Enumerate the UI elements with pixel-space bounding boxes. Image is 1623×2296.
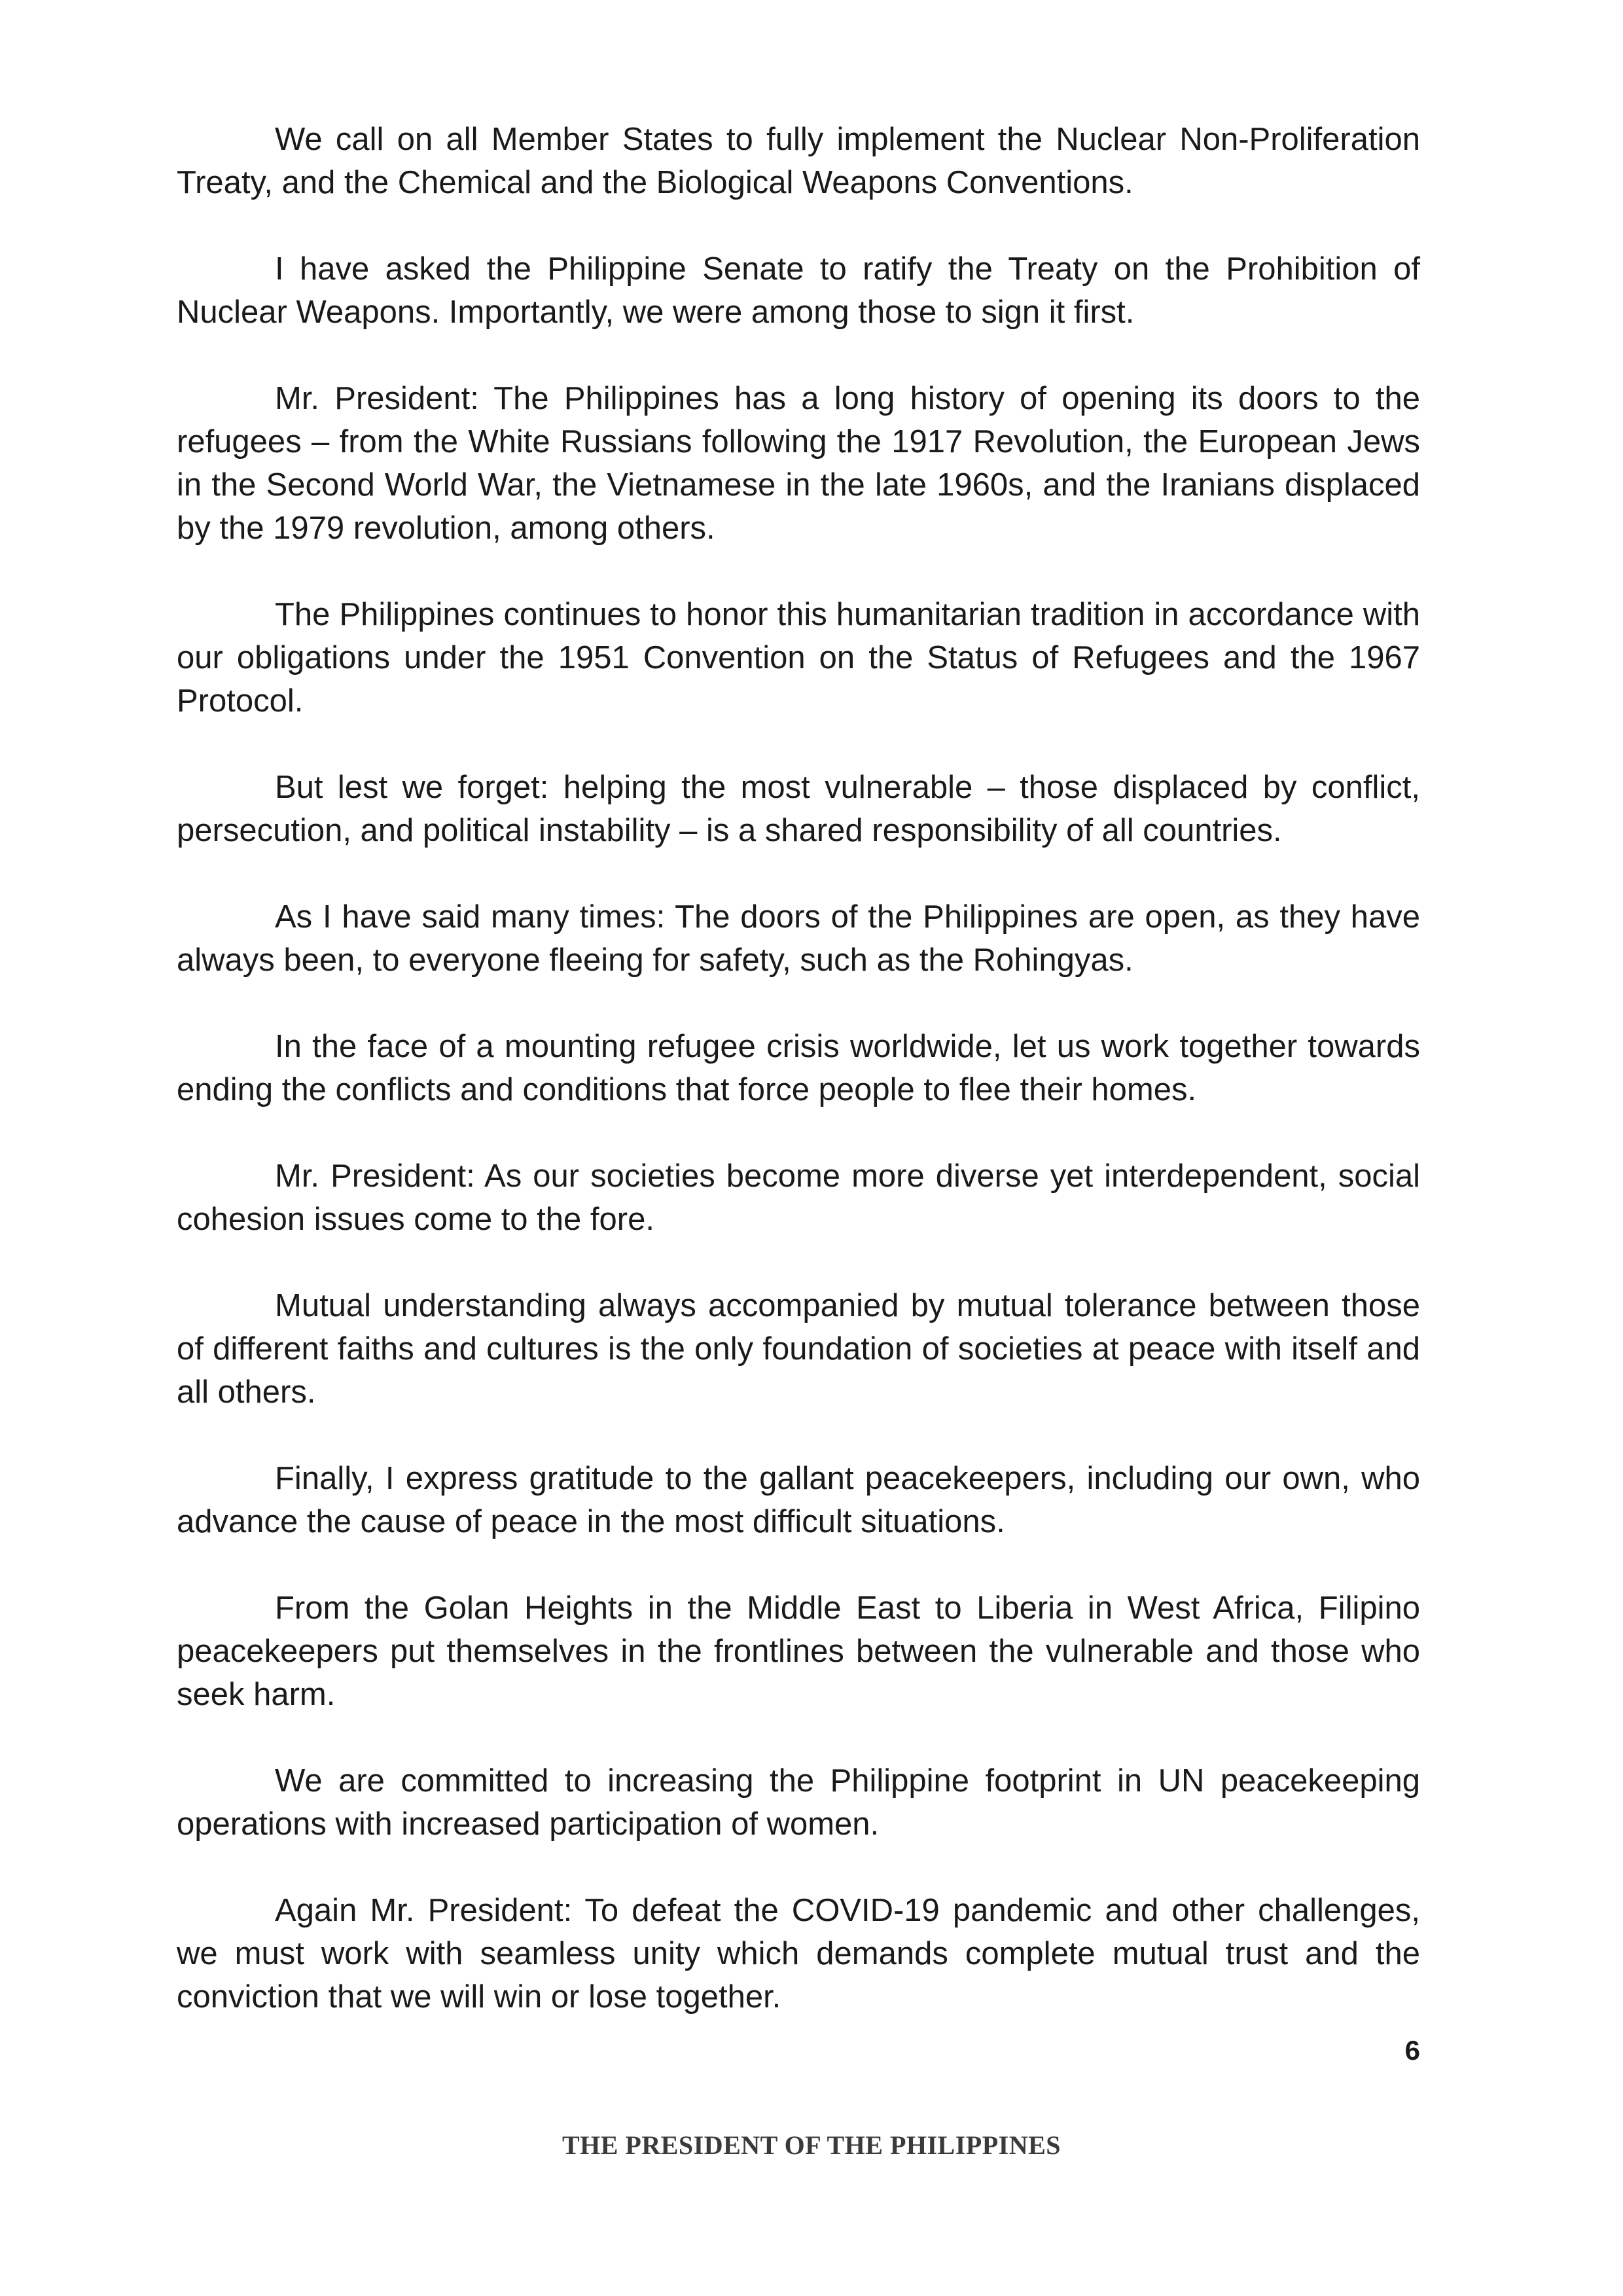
- paragraph-8: Mr. President: As our societies become more diverse yet interdependent, social cohesion issues come to the fore.: [177, 1158, 1420, 1237]
- paragraph-5: But lest we forget: helping the most vulnerable – those displaced by conflict, persecution, and political instability – is a shared responsibility of all countries.: [177, 770, 1420, 848]
- paragraph-9: Mutual understanding always accompanied by mutual tolerance between those of different faiths and cultures is the only foundation of societies at peace with itself and all others.: [177, 1288, 1420, 1410]
- paragraph-2: I have asked the Philippine Senate to ratify the Treaty on the Prohibition of Nuclear Weapons. Importantly, we were among those to sign it first.: [177, 251, 1420, 330]
- speech-body: [177, 118, 1420, 2018]
- paragraph-7: In the face of a mounting refugee crisis worldwide, let us work together towards ending the conflicts and conditions that force people to flee their homes.: [177, 1029, 1420, 1107]
- paragraph-11: From the Golan Heights in the Middle East to Liberia in West Africa, Filipino peacekeepers put themselves in the frontlines between the vulnerable and those who seek harm.: [177, 1590, 1420, 1712]
- paragraph-4: The Philippines continues to honor this humanitarian tradition in accordance with our obligations under the 1951 Convention on the Status of Refugees and the 1967 Protocol.: [177, 597, 1420, 719]
- paragraph-6: As I have said many times: The doors of the Philippines are open, as they have always been, to everyone fleeing for safety, such as the Rohingyas.: [177, 899, 1420, 978]
- paragraph-13: Again Mr. President: To defeat the COVID-19 pandemic and other challenges, we must work with seamless unity which demands complete mutual trust and the conviction that we will win or lose together.: [177, 1893, 1420, 2015]
- paragraph-10: Finally, I express gratitude to the gallant peacekeepers, including our own, who advance the cause of peace in the most difficult situations.: [177, 1461, 1420, 1539]
- paragraph-1: We call on all Member States to fully implement the Nuclear Non-Proliferation Treaty, and the Chemical and the Biological Weapons Conventions.: [177, 122, 1420, 200]
- paragraph-3: Mr. President: The Philippines has a long history of opening its doors to the refugees – from the White Russians following the 1917 Revolution, the European Jews in the Second World War, the Vietnamese in the late 1960s, and the Iranians displaced by the 1979 revolution, among others.: [177, 381, 1420, 546]
- page-footer: THE PRESIDENT OF THE PHILIPPINES: [562, 2130, 1061, 2160]
- paragraph-12: We are committed to increasing the Philippine footprint in UN peacekeeping operations with increased participation of women.: [177, 1763, 1420, 1842]
- page-number: 6: [1404, 2035, 1420, 2066]
